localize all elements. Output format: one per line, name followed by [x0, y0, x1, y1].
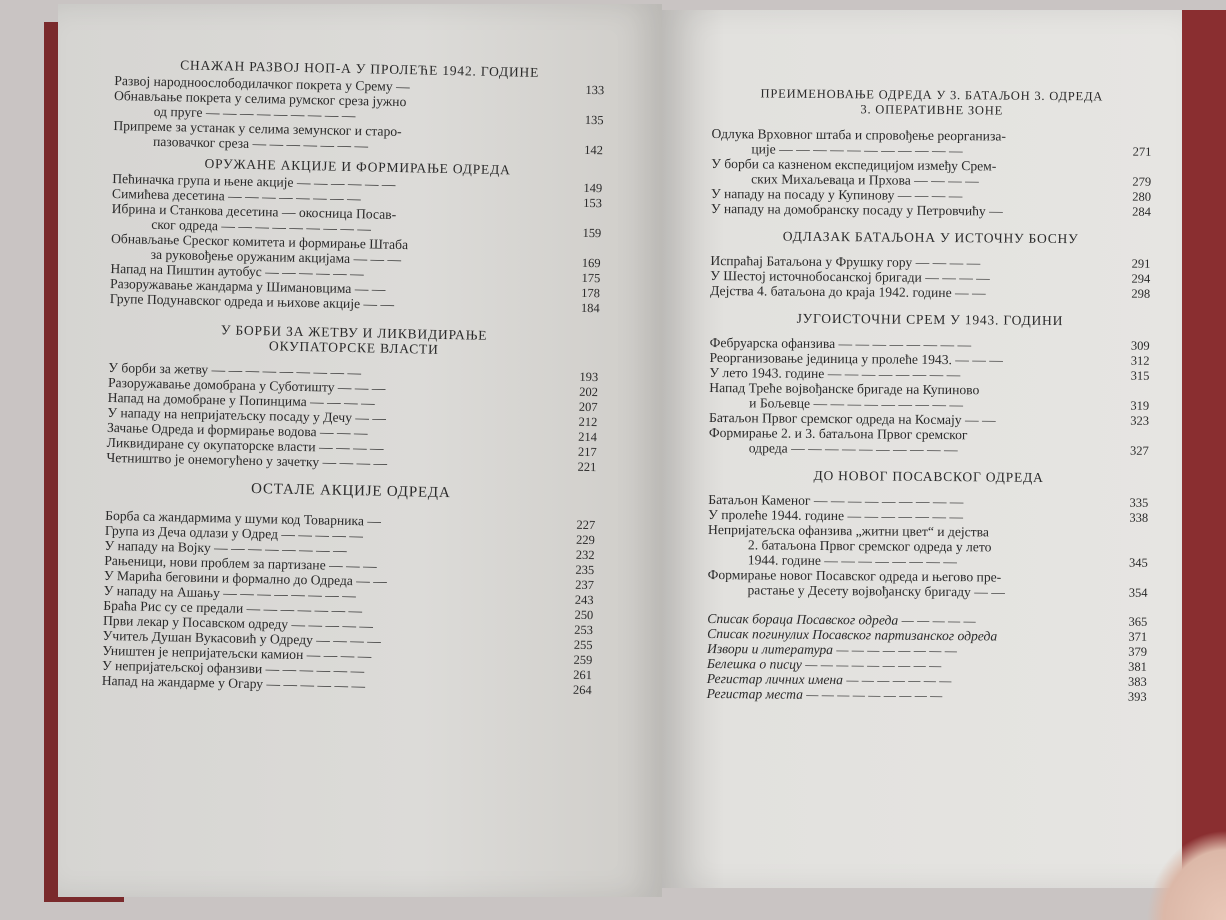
toc-entry: У Шестој источнобосанској бригади — — — — 294 — [710, 267, 1151, 286]
appendix-entry: Извори и литература — — — — — — — — 379 — [706, 640, 1148, 659]
toc-entry: У нападу на Ашању — — — — — — — — 243 — [103, 582, 594, 608]
toc-entry: Ибрина и Станкова десетина — окосница Посав- ског одреда — — — — — — — — — 159 — [111, 200, 602, 241]
toc-entry: Разоружавање домобрана у Суботишту — — — 202 — [107, 374, 599, 400]
appendix-entry: Регистар места — — — — — — — — — 393 — [706, 685, 1147, 704]
toc-entry: У лето 1943. године — — — — — — — — 315 — [709, 364, 1150, 383]
toc-entry: У пролеће 1944. године — — — — — — — 338 — [708, 506, 1149, 525]
toc-entry: Формирање 2. и 3. батаљона Првог сремског одреда — — — — — — — — — — 327 — [708, 424, 1149, 458]
toc-entry: Браћа Рис су се предали — — — — — — — 250 — [103, 597, 594, 623]
toc-entry: У нападу на домобранску посаду у Петровчићу — 284 — [710, 200, 1151, 219]
toc-entry: Припреме за устанак у селима земунског и старо- пазовачког среза — — — — — — — 142 — [113, 117, 604, 158]
toc-entry: Учитељ Душан Вукасовић у Одреду — — — — 255 — [102, 627, 593, 653]
right-toc-column — [707, 80, 1152, 705]
toc-entry: У нападу на непријатељску посаду у Дечу — — 212 — [107, 404, 598, 430]
toc-entry: У непријатељској офанзиви — — — — — — 261 — [101, 657, 593, 683]
toc-entry: Напад Треће војвођанске бригаде на Купиново и Бољевце — — — — — — — — — 319 — [709, 379, 1150, 413]
toc-entry: Обнављање покрета у селима румског среза јужно од пруге — — — — — — — — — 135 — [113, 87, 604, 128]
toc-entry: У нападу на посаду у Купинову — — — — 280 — [710, 185, 1152, 204]
toc-entry: Уништен је непријатељски камион — — — — 259 — [102, 642, 593, 668]
finger — [1146, 830, 1226, 920]
left-toc-column — [102, 50, 605, 698]
toc-entry: Четништво је онемогућено у зачетку — — — — 221 — [106, 449, 597, 475]
toc-entry: Први лекар у Посавском одреду — — — — — 253 — [102, 612, 594, 638]
section-heading: ОДЛАЗАК БАТАЉОНА У ИСТОЧНУ БОСНУ — [782, 228, 1079, 247]
toc-entry: Обнављање Среског комитета и формирање Штаба за руковођење оружаним акцијама — — — 169 — [110, 230, 601, 271]
toc-entry: У нападу на Војку — — — — — — — — 232 — [104, 537, 595, 563]
toc-entry: Разоружавање жандарма у Шимановцима — — 178 — [109, 275, 601, 301]
toc-entry: Напад на Пиштин аутобус — — — — — — 175 — [110, 260, 601, 286]
section-heading: ДО НОВОГ ПОСАВСКОГ ОДРЕДА — [813, 467, 1044, 485]
toc-entry: Напад на жандарме у Огару — — — — — — 264 — [101, 672, 592, 698]
appendix-entry: Белешка о писцу — — — — — — — — — 381 — [706, 655, 1147, 674]
toc-entry: Група из Деча одлази у Одред — — — — — 229 — [104, 522, 595, 548]
toc-entry: Зачање Одреда и формирање водова — — — 214 — [106, 419, 598, 445]
toc-entry: Одлука Врховног штаба и спровођење реорганиза- ције — — — — — — — — — — — 271 — [711, 125, 1152, 159]
toc-entry: Батаљон Каменог — — — — — — — — — 335 — [708, 491, 1149, 510]
toc-entry: Пећиначка група и њене акције — — — — — — 149 — [112, 170, 603, 196]
toc-entry: Борба са жандармима у шуми код Товарника — 227 — [105, 507, 596, 533]
section-heading: ОСТАЛЕ АКЦИЈЕ ОДРЕДА — [250, 480, 451, 502]
toc-entry: Рањеници, нови проблем за партизане — — — 235 — [104, 552, 595, 578]
toc-entry: Формирање новог Посавског одреда и његово пре- растање у Десету војвођанску бригаду — — 354 — [707, 566, 1148, 600]
toc-entry: У борби са казненом експедицијом између Срем- ских Михаљеваца и Прхова — — — — 279 — [711, 155, 1152, 189]
section-heading: У БОРБИ ЗА ЖЕТВУ И ЛИКВИДИРАЊЕ ОКУПАТОРСКЕ ВЛАСТИ — [220, 322, 488, 357]
toc-entry: У Марића беговини и формално до Одреда — — 237 — [103, 567, 595, 593]
toc-entry: У борби за жетву — — — — — — — — — 193 — [108, 359, 599, 385]
section-heading: СНАЖАН РАЗВОЈ НОП-А У ПРОЛЕЋЕ 1942. ГОДИНЕ — [180, 57, 540, 80]
toc-entry: Развој народноослободилачког покрета у Срему — 133 — [114, 72, 605, 98]
appendix-entry: Списак погинулих Посавског партизанског одреда 371 — [707, 625, 1148, 644]
section-heading: ЈУГОИСТОЧНИ СРЕМ У 1943. ГОДИНИ — [796, 310, 1064, 329]
appendix-entry: Регистар личних имена — — — — — — — 383 — [706, 670, 1147, 689]
toc-entry: Напад на домобране у Попинцима — — — — 207 — [107, 389, 598, 415]
toc-entry: Дејства 4. батаљона до краја 1942. године — — 298 — [710, 282, 1151, 301]
section-heading: ОРУЖАНЕ АКЦИЈЕ И ФОРМИРАЊЕ ОДРЕДА — [204, 155, 511, 178]
appendix-entry: Списак бораца Посавског одреда — — — — — 365 — [707, 610, 1148, 629]
toc-entry: Симићева десетина — — — — — — — — 153 — [111, 185, 603, 211]
toc-entry: Батаљон Првог сремског одреда на Космају — — 323 — [708, 409, 1150, 428]
toc-entry: Ликвидиране су окупаторске власти — — — — 217 — [106, 434, 597, 460]
toc-entry: Фебруарска офанзива — — — — — — — — 309 — [709, 334, 1150, 353]
toc-entry: Непријатељска офанзива „житни цвет“ и дејства 2. батаљона Првог сремског одреда у лето 1944. године — — — — — — — — 345 — [708, 521, 1148, 570]
section-heading: ПРЕИМЕНОВАЊЕ ОДРЕДА У 3. БАТАЉОН 3. ОДРЕДА 3. ОПЕРАТИВНЕ ЗОНЕ — [760, 86, 1104, 118]
toc-entry: Групе Подунавског одреда и њихове акције — — 184 — [109, 290, 600, 316]
toc-entry: Реорганизовање јединица у пролеће 1943. — — — 312 — [709, 349, 1150, 368]
toc-entry: Испраћај Батаљона у Фрушку гору — — — — 291 — [710, 252, 1151, 271]
